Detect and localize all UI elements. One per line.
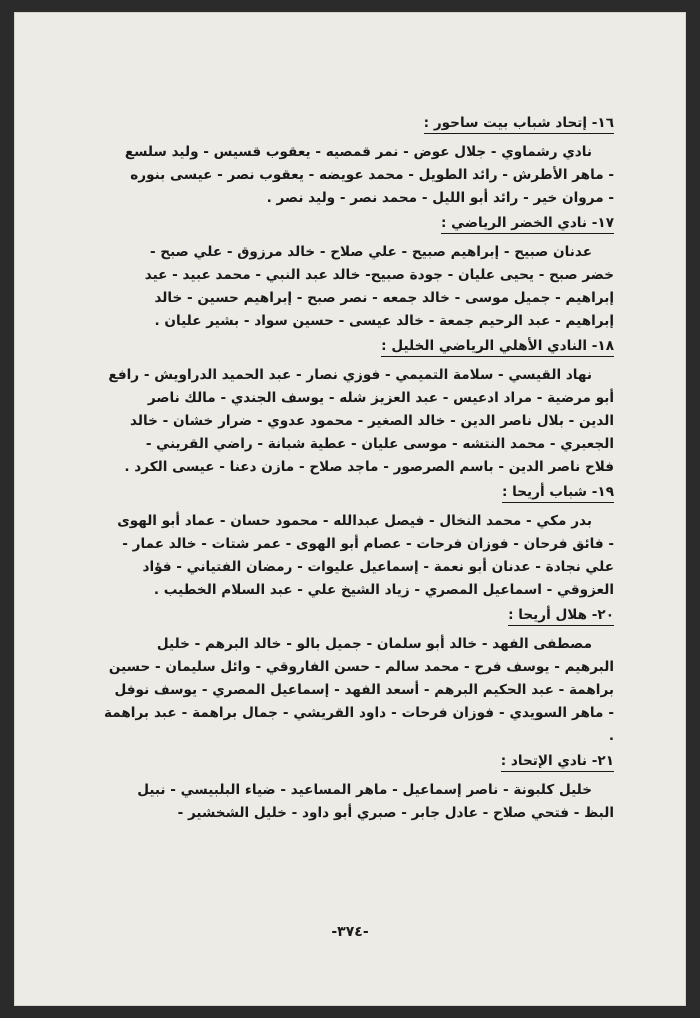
page-number: -٣٧٤- xyxy=(331,924,369,940)
text-line: عدنان صبيح - إبراهيم صبيح - علي صلاح - خالد مرزوق - علي صبح - xyxy=(149,244,592,260)
section-21 xyxy=(104,750,614,825)
text-line: نادي رشماوي - جلال عوض - نمر قمصيه - يعقوب قسيس - وليد سلسع xyxy=(124,144,592,160)
text-line: مصطفى الفهد - خالد أبو سلمان - جميل بالو - خالد البرهم - خليل xyxy=(156,636,592,652)
document-page xyxy=(14,12,686,1006)
text-line: نهاد القيسي - سلامة التميمي - فوزي نصار - عبد الحميد الدراويش - رافع xyxy=(108,367,592,383)
section-16 xyxy=(104,112,614,210)
section-title: ١٩- شباب أريحا : xyxy=(502,483,614,503)
text-line: فلاح ناصر الدين - باسم الصرصور - ماجد صلاح - مازن دعنا - عيسى الكرد . xyxy=(124,459,614,475)
section-title: ١٦- إتحاد شباب بيت ساحور : xyxy=(424,114,614,134)
section-title: ١٧- نادي الخضر الرياضي : xyxy=(441,214,614,234)
section-body xyxy=(104,364,614,479)
section-body xyxy=(104,779,614,825)
text-line: - مروان خير - رائد أبو الليل - محمد نصر - وليد نصر . xyxy=(266,190,614,206)
section-body xyxy=(104,633,614,748)
section-body xyxy=(104,510,614,602)
text-line: خضر صبح - يحيى عليان - جودة صبيح- خالد عبد النبي - محمد عبيد - عيد xyxy=(144,267,614,283)
section-20 xyxy=(104,604,614,748)
text-line: بدر مكي - محمد النخال - فيصل عبدالله - محمود حسان - عماد أبو الهوى xyxy=(117,513,592,529)
section-17 xyxy=(104,212,614,333)
text-line: براهمة - عبد الحكيم البرهم - أسعد الفهد - إسماعيل المصري - يوسف نوفل xyxy=(114,682,614,698)
text-line: - ماهر الأطرش - رائد الطويل - محمد عويضه - يعقوب نصر - عيسى بنوره xyxy=(130,167,614,183)
text-line: إبراهيم - عبد الرحيم جمعة - خالد عيسى - حسين سواد - بشير عليان . xyxy=(154,313,614,329)
section-18 xyxy=(104,335,614,479)
text-line: البظ - فتحي صلاح - عادل جابر - صبري أبو داود - خليل الشخشير - xyxy=(177,805,614,821)
text-line: الجعبري - محمد النتشه - موسى عليان - عطية شبانة - راضي القريني - xyxy=(145,436,614,452)
section-title: ٢١- نادي الإتحاد : xyxy=(501,752,614,772)
text-line: أبو مرضية - مراد ادعيس - عبد العزيز شله - يوسف الجندي - مالك ناصر xyxy=(147,390,614,406)
text-line: إبراهيم - جميل موسى - خالد جمعه - نصر صبح - إبراهيم حسين - خالد xyxy=(154,290,614,306)
section-title: ٢٠- هلال أريحا : xyxy=(508,606,614,626)
page-content xyxy=(104,112,614,827)
text-line: خليل كلبونة - ناصر إسماعيل - ماهر المساعيد - ضياء البلبيسي - نبيل xyxy=(137,782,592,798)
section-19 xyxy=(104,481,614,602)
text-line: البرهيم - يوسف فرح - محمد سالم - حسن الفاروقي - وائل سليمان - حسين xyxy=(108,659,614,675)
section-body xyxy=(104,241,614,333)
section-body xyxy=(104,141,614,210)
text-line: - فائق فرحان - فوزان فرحات - عصام أبو الهوى - عمر شتات - خالد عمار - xyxy=(122,536,614,552)
text-line: الدين - بلال ناصر الدين - خالد الصغير - محمود عدوي - ضرار خشان - خالد xyxy=(130,413,614,429)
section-title: ١٨- النادي الأهلي الرياضي الخليل : xyxy=(381,337,614,357)
text-line: علي نجادة - عدنان أبو نعمة - إسماعيل عليوات - رمضان الفتياني - فؤاد xyxy=(142,559,614,575)
text-line: العزوقي - اسماعيل المصري - زياد الشيخ علي - عبد السلام الخطيب . xyxy=(153,582,614,598)
text-line: - ماهر السويدي - فوزان فرحات - داود القريشي - جمال براهمة - عبد براهمة . xyxy=(104,705,614,744)
